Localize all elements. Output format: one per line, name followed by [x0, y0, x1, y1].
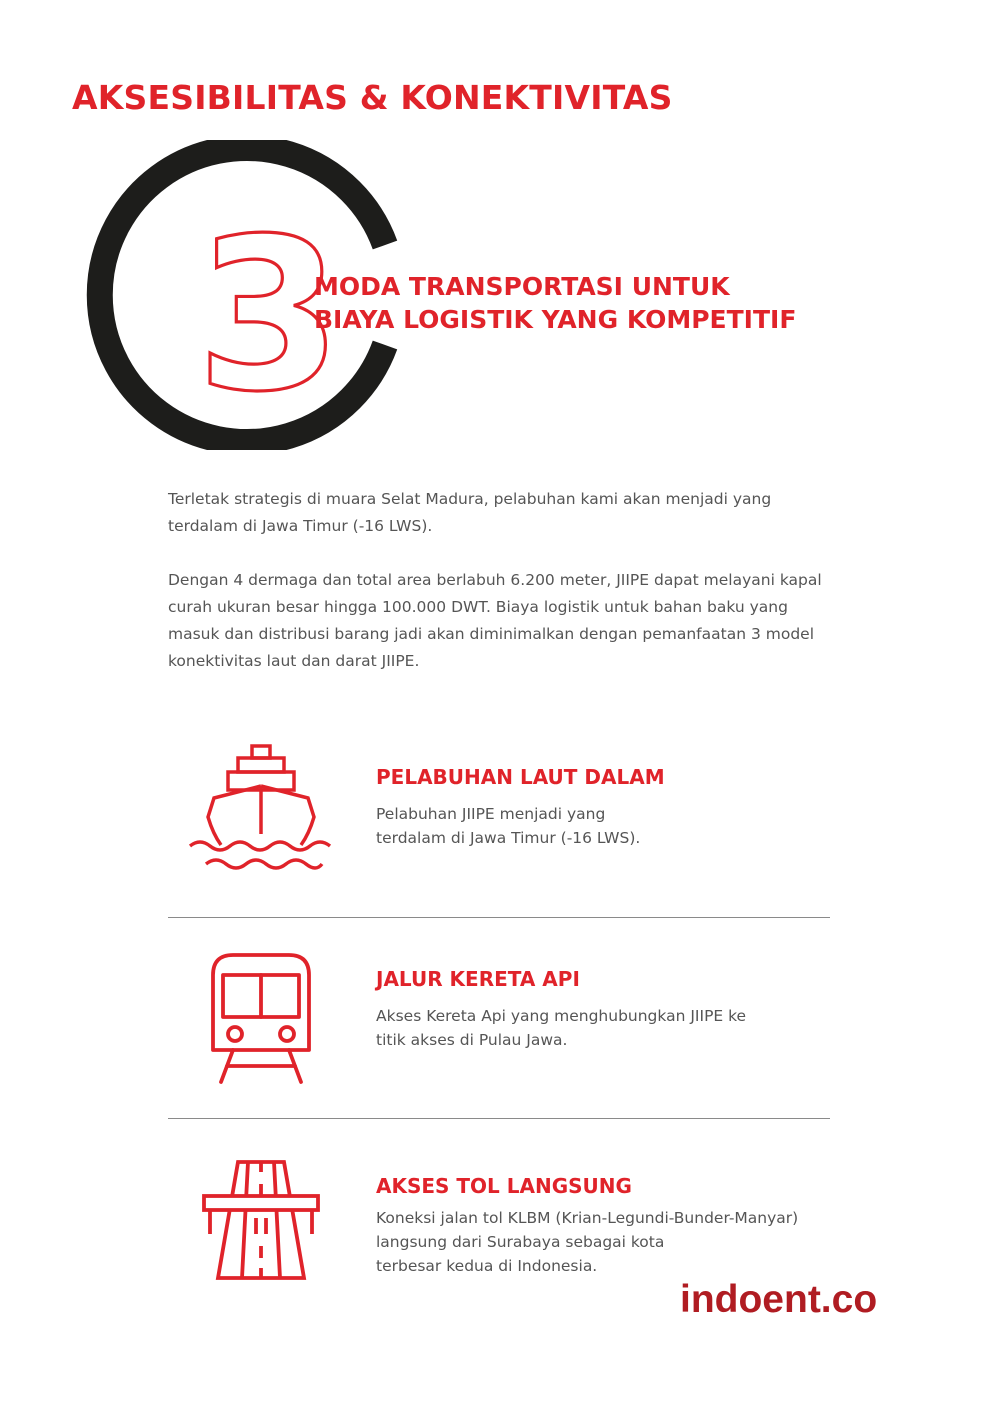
- feature-desc-line: terbesar kedua di Indonesia.: [376, 1257, 598, 1275]
- feature-title-railway: JALUR KERETA API: [376, 967, 580, 991]
- feature-desc-toll: [376, 1206, 856, 1278]
- section-divider: [168, 917, 830, 918]
- hero-number: 3: [196, 193, 343, 438]
- hero-heading: [314, 270, 796, 336]
- page-title: AKSESIBILITAS & KONEKTIVITAS: [72, 78, 673, 117]
- feature-title-toll: AKSES TOL LANGSUNG: [376, 1174, 632, 1198]
- toll-road-icon: [200, 1158, 322, 1282]
- feature-desc-line: titik akses di Pulau Jawa.: [376, 1031, 568, 1049]
- feature-title-seaport: PELABUHAN LAUT DALAM: [376, 765, 665, 789]
- hero-heading-line-1: MODA TRANSPORTASI UNTUK: [314, 272, 730, 301]
- feature-desc-line: Koneksi jalan tol KLBM (Krian-Legundi-Bunder-Manyar): [376, 1209, 799, 1227]
- hero-heading-line-2: BIAYA LOGISTIK YANG KOMPETITIF: [314, 305, 797, 334]
- feature-desc-railway: [376, 1004, 856, 1052]
- feature-desc-line: terdalam di Jawa Timur (-16 LWS).: [376, 829, 641, 847]
- intro-paragraph-1: Terletak strategis di muara Selat Madura, pelabuhan kami akan menjadi yang terdalam di Jawa Timur (-16 LWS).: [168, 490, 772, 535]
- feature-desc-line: Akses Kereta Api yang menghubungkan JIIPE ke: [376, 1007, 747, 1025]
- feature-desc-line: langsung dari Surabaya sebagai kota: [376, 1233, 665, 1251]
- ship-icon: [186, 742, 336, 877]
- watermark: indoent.co: [680, 1278, 878, 1321]
- feature-desc-line: Pelabuhan JIIPE menjadi yang: [376, 805, 606, 823]
- intro-paragraph-2: Dengan 4 dermaga dan total area berlabuh 6.200 meter, JIIPE dapat melayani kapal curah ukuran besar hingga 100.000 DWT. Biaya logistik untuk bahan baku yang masuk dan distribusi barang jadi akan diminimalkan dengan pemanfaatan 3 model konektivitas laut dan darat JIIPE.: [168, 571, 822, 670]
- section-divider: [168, 1118, 830, 1119]
- feature-desc-seaport: [376, 802, 856, 850]
- train-icon: [205, 950, 317, 1086]
